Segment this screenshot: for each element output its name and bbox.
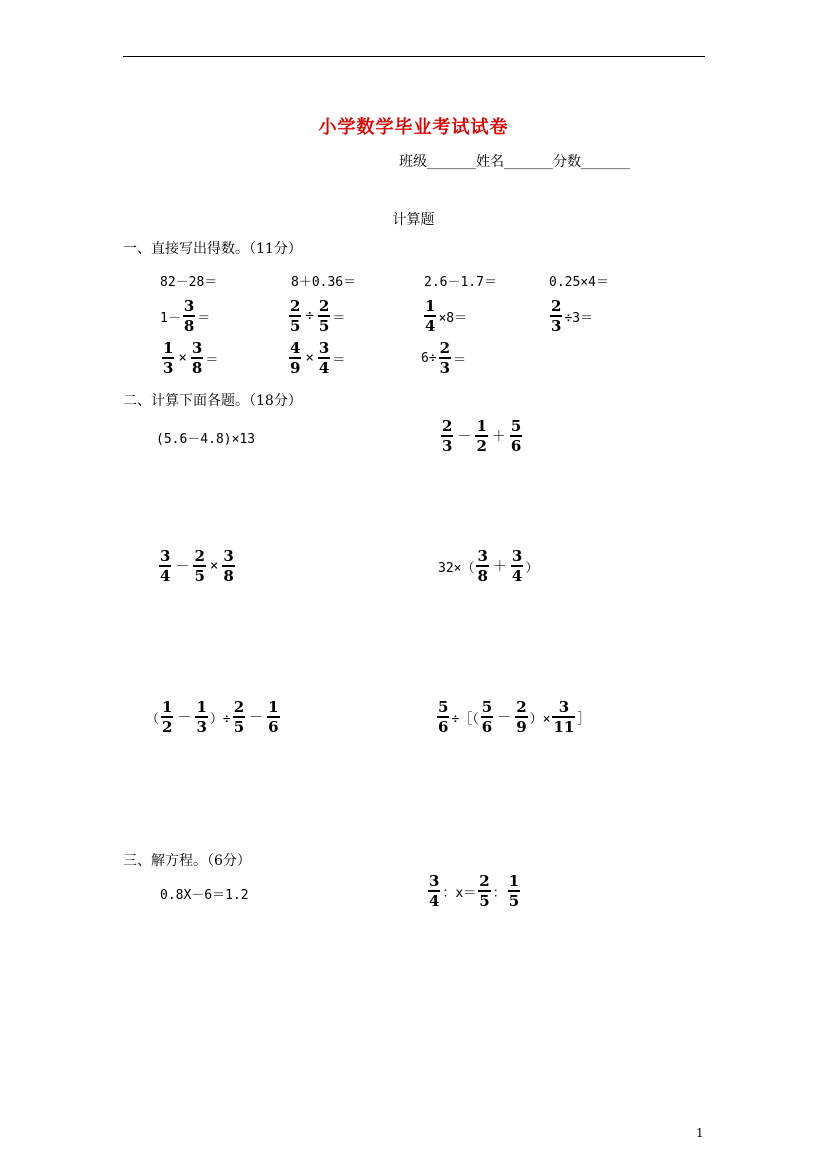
q1-item-2: 8＋0.36＝ xyxy=(291,275,357,290)
q2-problem-6 xyxy=(435,699,590,735)
q2-problem-1: (5.6－4.8)×13 xyxy=(156,432,256,447)
operator: － xyxy=(177,710,192,726)
fraction xyxy=(475,418,487,454)
q3-heading: 三、解方程。（6分） xyxy=(123,853,251,869)
denominator: 2 xyxy=(476,437,487,455)
numerator: 3 xyxy=(191,339,203,357)
expr-text: ＝ xyxy=(332,310,346,326)
fraction xyxy=(162,340,174,376)
fraction xyxy=(159,548,171,584)
operator: － xyxy=(175,559,190,575)
expr-text: ： xyxy=(492,885,506,901)
operator: ＋ xyxy=(492,559,507,575)
denominator: 8 xyxy=(183,317,195,335)
denominator: 4 xyxy=(425,317,436,335)
fraction xyxy=(161,699,173,735)
q1-item-11 xyxy=(421,340,466,376)
numerator: 5 xyxy=(510,417,522,435)
fraction xyxy=(481,699,493,735)
denominator: 4 xyxy=(511,567,523,585)
denominator: 2 xyxy=(162,718,173,736)
expr-text: 6÷ xyxy=(421,350,437,366)
numerator: 3 xyxy=(183,297,195,315)
numerator: 1 xyxy=(476,417,487,435)
q1-item-9 xyxy=(160,340,218,376)
fraction xyxy=(233,699,245,735)
denominator: 4 xyxy=(160,567,171,585)
q2-problem-2 xyxy=(439,418,524,454)
denominator: 6 xyxy=(510,437,522,455)
operator: ÷ xyxy=(305,308,314,324)
exam-title: 小学数学毕业考试试卷 xyxy=(318,117,509,138)
numerator: 2 xyxy=(439,339,451,357)
denominator: 5 xyxy=(479,892,490,910)
denominator: 3 xyxy=(439,359,451,377)
numerator: 3 xyxy=(429,872,440,890)
numerator: 3 xyxy=(160,547,171,565)
fraction xyxy=(195,699,207,735)
denominator: 9 xyxy=(290,359,301,377)
fraction xyxy=(515,699,527,735)
q1-item-4: 0.25×4＝ xyxy=(549,275,609,290)
operator: × xyxy=(209,558,219,574)
operator: × xyxy=(305,350,314,366)
denominator: 3 xyxy=(196,718,207,736)
fraction xyxy=(510,418,522,454)
operator: ＋ xyxy=(491,429,506,445)
expr-text: ＝ xyxy=(197,310,211,326)
denominator: 5 xyxy=(233,718,245,736)
operator: － xyxy=(497,710,512,726)
numerator: 2 xyxy=(516,698,527,716)
fraction xyxy=(424,298,436,334)
denominator: 3 xyxy=(163,359,174,377)
q2-problem-5 xyxy=(146,699,282,735)
denominator: 9 xyxy=(516,718,527,736)
fraction xyxy=(437,699,449,735)
expr-text: ＝ xyxy=(453,352,467,368)
expr-text: ：x＝ xyxy=(442,885,477,901)
q1-heading: 一、直接写出得数。（11分） xyxy=(123,241,302,257)
denominator: 3 xyxy=(551,317,562,335)
expr-text: ） xyxy=(525,560,539,576)
section-title: 计算题 xyxy=(392,212,435,228)
denominator: 6 xyxy=(438,718,449,736)
operator: × xyxy=(178,350,187,366)
student-info-line xyxy=(399,151,630,171)
expr-text: ×8＝ xyxy=(438,310,468,326)
fraction xyxy=(191,340,203,376)
score-label: 分数_______ xyxy=(553,154,630,170)
numerator: 3 xyxy=(558,698,570,716)
numerator: 1 xyxy=(196,698,207,716)
fraction xyxy=(552,699,575,735)
denominator: 4 xyxy=(318,359,330,377)
denominator: 11 xyxy=(553,718,575,736)
expr-text: 32×（ xyxy=(438,560,475,576)
numerator: 3 xyxy=(223,547,234,565)
fraction xyxy=(550,298,562,334)
q2-problem-3 xyxy=(157,548,237,584)
fraction xyxy=(511,548,523,584)
numerator: 3 xyxy=(318,339,330,357)
denominator: 4 xyxy=(429,892,440,910)
page-number: 1 xyxy=(696,1126,704,1140)
denominator: 8 xyxy=(191,359,203,377)
denominator: 5 xyxy=(318,317,330,335)
fraction xyxy=(193,548,205,584)
fraction xyxy=(289,298,301,334)
numerator: 1 xyxy=(508,872,520,890)
denominator: 6 xyxy=(481,718,493,736)
fraction xyxy=(318,298,330,334)
numerator: 4 xyxy=(290,339,301,357)
expr-text: ＝ xyxy=(205,352,219,368)
fraction xyxy=(183,298,195,334)
fraction xyxy=(289,340,301,376)
fraction xyxy=(478,873,490,909)
numerator: 1 xyxy=(162,698,173,716)
q1-item-6 xyxy=(287,298,345,334)
denominator: 5 xyxy=(508,892,520,910)
fraction xyxy=(476,548,488,584)
q1-item-7 xyxy=(422,298,467,334)
expr-text: ］ xyxy=(577,711,591,727)
numerator: 1 xyxy=(425,297,436,315)
q2-problem-4 xyxy=(438,548,538,584)
fraction xyxy=(508,873,520,909)
q3-equation-1: 0.8X－6＝1.2 xyxy=(160,888,249,903)
numerator: 2 xyxy=(290,297,301,315)
fraction xyxy=(222,548,234,584)
numerator: 3 xyxy=(477,547,488,565)
q1-item-10 xyxy=(287,340,345,376)
q3-equation-2 xyxy=(426,873,522,909)
numerator: 5 xyxy=(481,698,493,716)
numerator: 2 xyxy=(194,547,205,565)
numerator: 2 xyxy=(479,872,490,890)
expr-text: 1－ xyxy=(160,310,181,326)
expr-text: ）÷ xyxy=(209,711,231,727)
expr-text: ÷［（ xyxy=(451,711,479,727)
fraction xyxy=(318,340,330,376)
denominator: 3 xyxy=(442,437,453,455)
class-label: 班级_______ xyxy=(399,154,476,170)
denominator: 5 xyxy=(290,317,301,335)
numerator: 1 xyxy=(268,698,279,716)
expr-text: （ xyxy=(146,711,160,727)
q2-heading: 二、计算下面各题。（18分） xyxy=(123,393,302,409)
denominator: 5 xyxy=(194,567,205,585)
fraction xyxy=(441,418,453,454)
numerator: 2 xyxy=(442,417,453,435)
numerator: 2 xyxy=(318,297,330,315)
q1-item-8 xyxy=(548,298,593,334)
numerator: 2 xyxy=(551,297,562,315)
operator: － xyxy=(457,429,472,445)
denominator: 8 xyxy=(477,567,488,585)
denominator: 6 xyxy=(268,718,279,736)
expr-text: ＝ xyxy=(332,352,346,368)
numerator: 3 xyxy=(511,547,523,565)
q1-item-1: 82－28＝ xyxy=(160,275,218,290)
q1-item-5 xyxy=(160,298,210,334)
numerator: 2 xyxy=(233,698,245,716)
top-rule xyxy=(123,56,705,57)
name-label: 姓名_______ xyxy=(476,154,553,170)
operator: － xyxy=(249,710,264,726)
denominator: 8 xyxy=(223,567,234,585)
q1-item-3: 2.6－1.7＝ xyxy=(424,275,497,290)
expr-text: ）× xyxy=(529,711,551,727)
fraction xyxy=(428,873,440,909)
fraction xyxy=(439,340,451,376)
numerator: 1 xyxy=(163,339,174,357)
expr-text: ÷3＝ xyxy=(564,310,594,326)
fraction xyxy=(267,699,279,735)
numerator: 5 xyxy=(438,698,449,716)
